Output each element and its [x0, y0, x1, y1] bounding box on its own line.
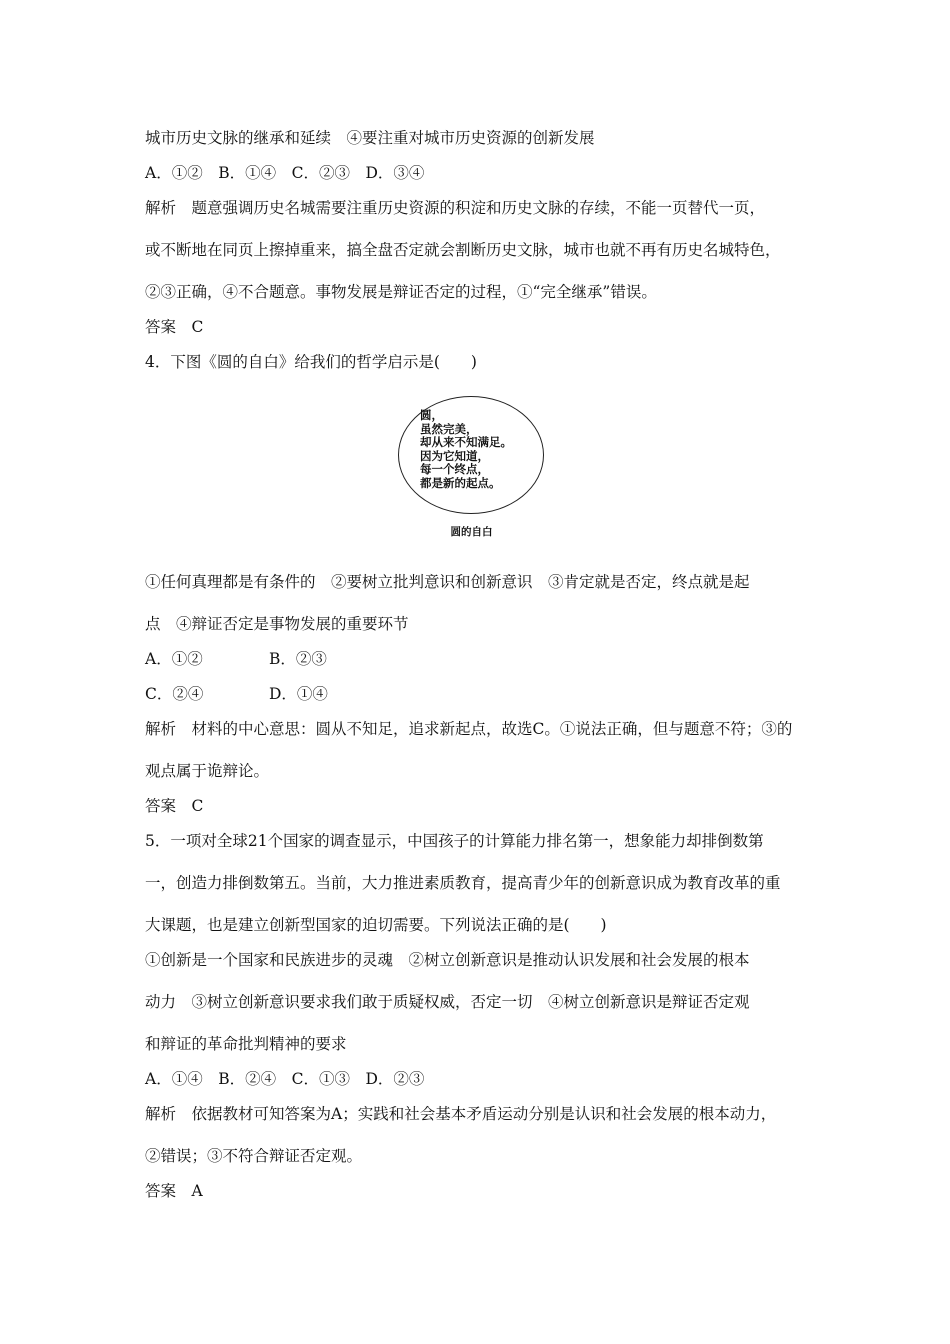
circle-poem — [420, 409, 512, 490]
q5-stem-line-2: 一，创造力排倒数第五。当前，大力推进素质教育，提高青少年的创新意识成为教育改革的重 — [145, 874, 781, 892]
q3-statement-tail: 城市历史文脉的继承和延续 ④要注重对城市历史资源的创新发展 — [145, 129, 595, 147]
circle-figure — [398, 396, 546, 544]
q5-analysis-line-1: 解析 依据教材可知答案为A；实践和社会基本矛盾运动分别是认识和社会发展的根本动力， — [145, 1105, 777, 1123]
q3-analysis-line-3: ②③正确，④不合题意。事物发展是辩证否定的过程，①“完全继承”错误。 — [145, 283, 657, 301]
poem-line: 都是新的起点。 — [420, 475, 501, 490]
poem-line: 虽然完美， — [420, 421, 478, 436]
q4-statements-line-2: 点 ④辩证否定是事物发展的重要环节 — [145, 615, 409, 633]
q4-analysis-line-2: 观点属于诡辩论。 — [145, 762, 270, 780]
q4-option-a: A．①② — [145, 650, 203, 668]
poem-line: 却从来不知满足。 — [420, 435, 512, 449]
q5-statements-line-2: 动力 ③树立创新意识要求我们敢于质疑权威，否定一切 ④树立创新意识是辩证否定观 — [145, 993, 750, 1011]
q5-analysis-line-2: ②错误；③不符合辩证否定观。 — [145, 1147, 363, 1165]
poem-line: 因为它知道， — [420, 448, 489, 463]
q4-option-c: C．②④ — [145, 685, 204, 703]
q5-options: A．①④ B．②④ C．①③ D．②③ — [145, 1070, 425, 1088]
q3-analysis-line-2: 或不断地在同页上擦掉重来，搞全盘否定就会割断历史文脉，城市也就不再有历史名城特色， — [145, 241, 781, 259]
q5-statements-line-1: ①创新是一个国家和民族进步的灵魂 ②树立创新意识是推动认识发展和社会发展的根本 — [145, 951, 750, 969]
q4-stem: 4．下图《圆的自白》给我们的哲学启示是( ) — [145, 353, 477, 371]
q5-answer: 答案 A — [145, 1182, 203, 1200]
q4-option-b: B．②③ — [269, 650, 327, 668]
q4-option-d: D．①④ — [269, 685, 328, 703]
q5-stem-line-3: 大课题，也是建立创新型国家的迫切需要。下列说法正确的是( ) — [145, 916, 607, 934]
q3-analysis-line-1: 解析 题意强调历史名城需要注重历史资源的积淀和历史文脉的存续，不能一页替代一页， — [145, 199, 766, 217]
q4-statements-line-1: ①任何真理都是有条件的 ②要树立批判意识和创新意识 ③肯定就是否定，终点就是起 — [145, 573, 750, 591]
figure-caption: 圆的自白 — [450, 526, 493, 538]
q3-answer: 答案 C — [145, 318, 204, 336]
q3-options: A．①② B．①④ C．②③ D．③④ — [145, 164, 425, 182]
q5-statements-line-3: 和辩证的革命批判精神的要求 — [145, 1035, 347, 1053]
poem-line: 圆， — [420, 408, 443, 422]
q4-answer: 答案 C — [145, 797, 204, 815]
q5-stem-line-1: 5．一项对全球21个国家的调查显示，中国孩子的计算能力排名第一，想象能力却排倒数第 — [145, 832, 764, 850]
q4-analysis-line-1: 解析 材料的中心意思：圆从不知足，追求新起点，故选C。①说法正确，但与题意不符；③的 — [145, 720, 793, 738]
poem-line: 每一个终点， — [420, 462, 489, 476]
